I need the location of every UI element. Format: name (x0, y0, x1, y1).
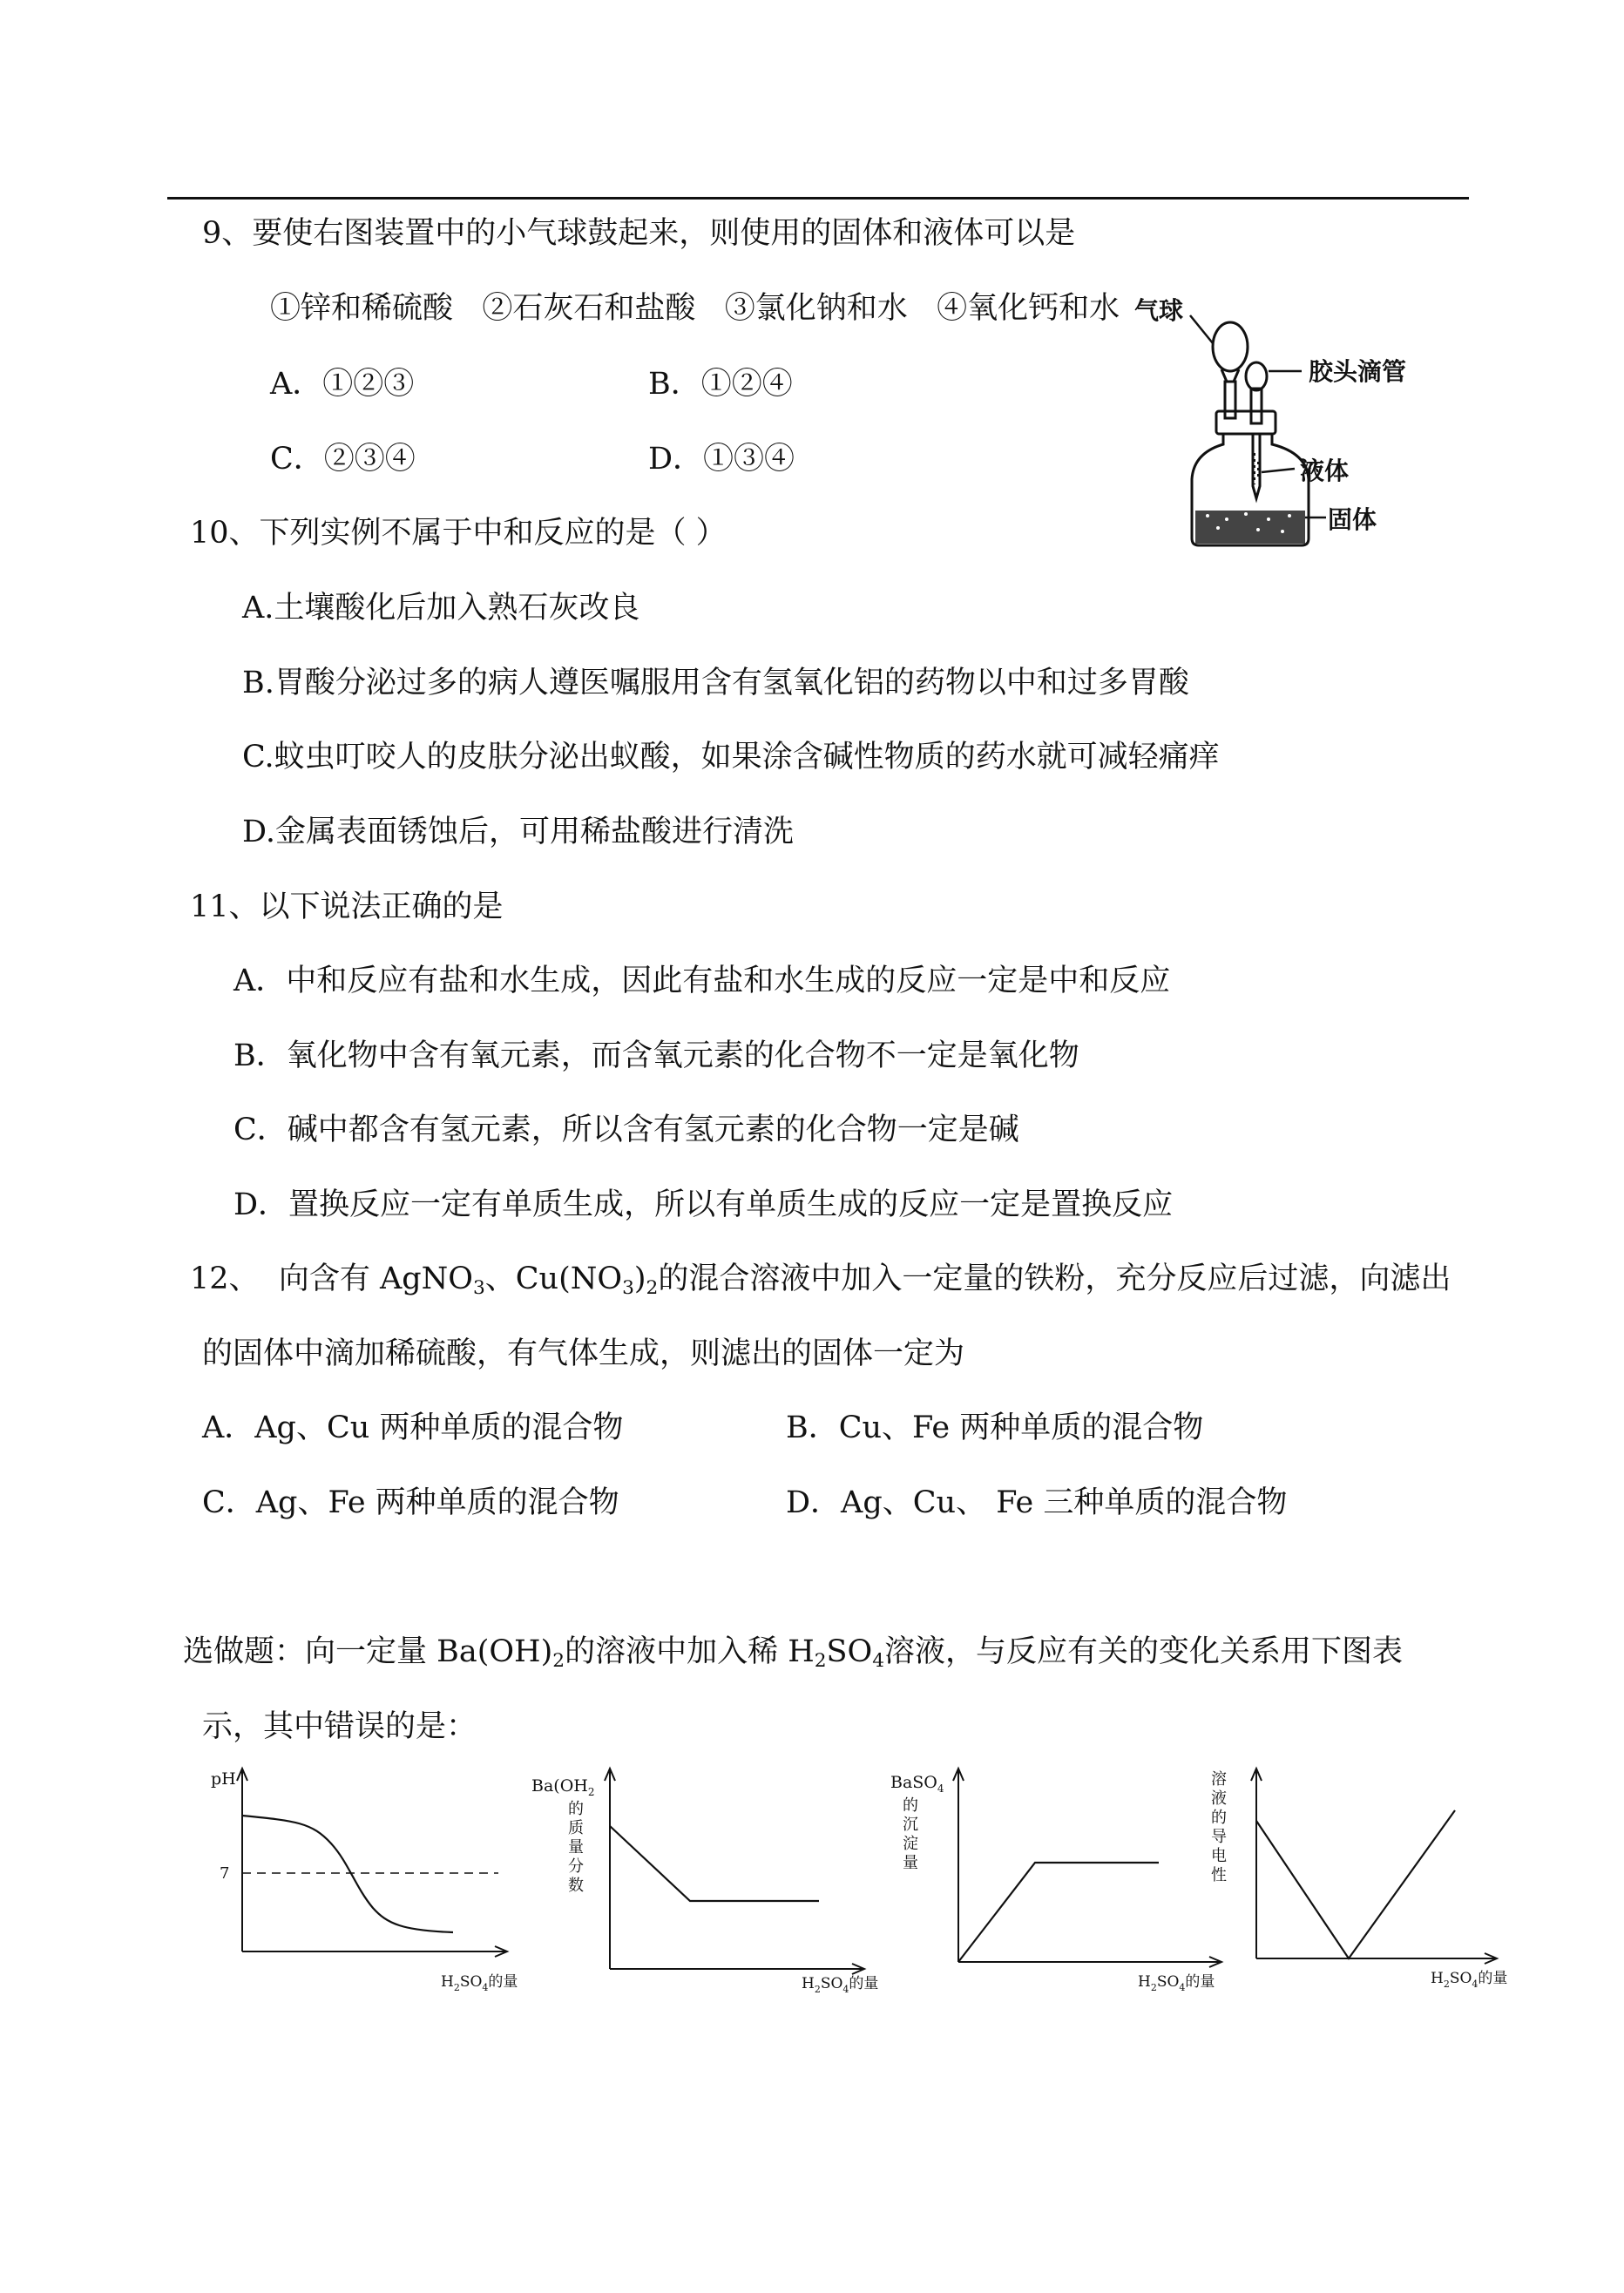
baoh2-ylabel-vertical (568, 1800, 584, 1895)
svg-text:沉: 沉 (903, 1816, 918, 1834)
q9-option-d: D．①③④ (648, 442, 795, 477)
q11-stem: 11、以下说法正确的是 (190, 889, 504, 924)
label-balloon: 气球 (1134, 296, 1184, 325)
balloon-shape (1213, 322, 1248, 371)
baso4-curve (958, 1863, 1159, 1962)
svg-text:的: 的 (568, 1800, 584, 1818)
label-solid: 固体 (1328, 505, 1377, 534)
conductivity-curve (1256, 1810, 1455, 1958)
optional-pre: 选做题：向一定量 Ba(OH) (183, 1634, 553, 1669)
q12-option-d: D．Ag、Cu、 Fe 三种单质的混合物 (786, 1485, 1288, 1520)
chart-baso4 (880, 1760, 1246, 1995)
svg-text:量: 量 (568, 1838, 584, 1857)
baoh2-xlabel: $H_2SO_4$的量 (802, 1975, 879, 1995)
ph-tick-7: 7 (220, 1864, 230, 1883)
baoh2-curve (610, 1826, 819, 1901)
q10-option-d: D.金属表面锈蚀后，可用稀盐酸进行清洗 (242, 815, 794, 849)
svg-text:量: 量 (903, 1854, 918, 1872)
q12-stem-mid1: 、Cu(NO (484, 1261, 623, 1296)
svg-text:分: 分 (568, 1857, 584, 1876)
baso4-xlabel: $H_2SO_4$的量 (1138, 1973, 1215, 1993)
conductivity-xlabel: $H_2SO_4$的量 (1431, 1970, 1508, 1990)
svg-text:性: 性 (1211, 1866, 1227, 1884)
svg-text:质: 质 (568, 1819, 584, 1837)
svg-text:的: 的 (1211, 1809, 1227, 1827)
q10-option-b: B.胃酸分泌过多的病人遵医嘱服用含有氢氧化铝的药物以中和过多胃酸 (242, 666, 1189, 700)
q11-option-d: D．置换反应一定有单质生成，所以有单质生成的反应一定是置换反应 (233, 1187, 1174, 1222)
q12-stem-line2: 的固体中滴加稀硫酸，有气体生成，则滤出的固体一定为 (202, 1336, 965, 1371)
q9-option-b: B．①②④ (648, 367, 793, 402)
chart-baoh2 (531, 1760, 897, 1995)
svg-text:电: 电 (1211, 1847, 1227, 1865)
optional-mid: 的溶液中加入稀 H (565, 1634, 815, 1669)
optional-mid2: SO (826, 1634, 873, 1669)
label-liquid: 液体 (1300, 457, 1350, 485)
chart-ph (200, 1760, 549, 1995)
svg-text:溶: 溶 (1211, 1770, 1227, 1789)
conductivity-ylabel-vertical (1211, 1770, 1227, 1884)
q12-option-a: A．Ag、Cu 两种单质的混合物 (202, 1410, 624, 1445)
q11-option-a: A．中和反应有盐和水生成，因此有盐和水生成的反应一定是中和反应 (233, 964, 1171, 998)
q12-stem (190, 1260, 1451, 1298)
q12-number: 12、 (190, 1261, 260, 1296)
ph-curve (242, 1816, 453, 1932)
optional-stem (183, 1633, 1403, 1671)
q12-option-b: B．Cu、Fe 两种单质的混合物 (786, 1410, 1204, 1445)
q9-apparatus-figure (1124, 296, 1438, 549)
optional-sub-3: 4 (872, 1650, 885, 1673)
q10-option-c: C.蚊虫叮咬人的皮肤分泌出蚁酸，如果涂含碱性物质的药水就可减轻痛痒 (242, 740, 1220, 774)
ph-ylabel: pH (211, 1769, 236, 1789)
q11-option-b: B．氧化物中含有氧元素，而含氧元素的化合物不一定是氧化物 (233, 1038, 1079, 1073)
top-rule (167, 197, 1469, 200)
q9-option-a: A．①②③ (270, 367, 415, 402)
svg-text:的: 的 (903, 1796, 918, 1815)
q12-sub-2: 3 (622, 1277, 634, 1300)
baoh2-ylabel: $Ba(OH_2$ (531, 1776, 595, 1798)
baso4-ylabel: BaSO$_4$ (890, 1773, 944, 1795)
q12-stem-pre: 向含有 AgNO (278, 1261, 473, 1296)
q12-sub-3: 2 (646, 1277, 659, 1300)
label-dropper: 胶头滴管 (1309, 357, 1407, 386)
baso4-ylabel-vertical (903, 1796, 918, 1872)
q12-sub-1: 3 (472, 1277, 485, 1300)
svg-text:数: 数 (568, 1877, 584, 1895)
svg-text:液: 液 (1211, 1789, 1227, 1808)
q9-stem: 9、要使右图装置中的小气球鼓起来，则使用的固体和液体可以是 (202, 216, 1076, 251)
q9-items: ①锌和稀硫酸 ②石灰石和盐酸 ③氯化钠和水 ④氧化钙和水 (270, 291, 1120, 326)
q10-option-a: A.土壤酸化后加入熟石灰改良 (242, 591, 640, 626)
q10-stem: 10、下列实例不属于中和反应的是（ ） (190, 516, 727, 551)
q11-option-c: C．碱中都含有氢元素，所以含有氢元素的化合物一定是碱 (233, 1113, 1019, 1147)
q12-stem-mid2: ) (633, 1261, 646, 1296)
svg-text:淀: 淀 (903, 1835, 918, 1853)
q9-option-c: C．②③④ (270, 442, 416, 477)
q12-option-c: C．Ag、Fe 两种单质的混合物 (202, 1485, 619, 1520)
optional-stem-line2: 示，其中错误的是： (202, 1709, 477, 1744)
dropper-bulb-shape (1246, 362, 1267, 390)
ph-xlabel: $H_2SO_4$的量 (441, 1973, 518, 1993)
svg-text:导: 导 (1211, 1828, 1227, 1846)
optional-sub-2: 2 (814, 1650, 827, 1673)
optional-sub-1: 2 (552, 1650, 565, 1673)
optional-post: 溶液，与反应有关的变化关系用下图表 (884, 1634, 1404, 1669)
q12-stem-post: 的混合溶液中加入一定量的铁粉，充分反应后过滤，向滤出 (658, 1261, 1451, 1296)
chart-conductivity (1202, 1760, 1516, 1995)
